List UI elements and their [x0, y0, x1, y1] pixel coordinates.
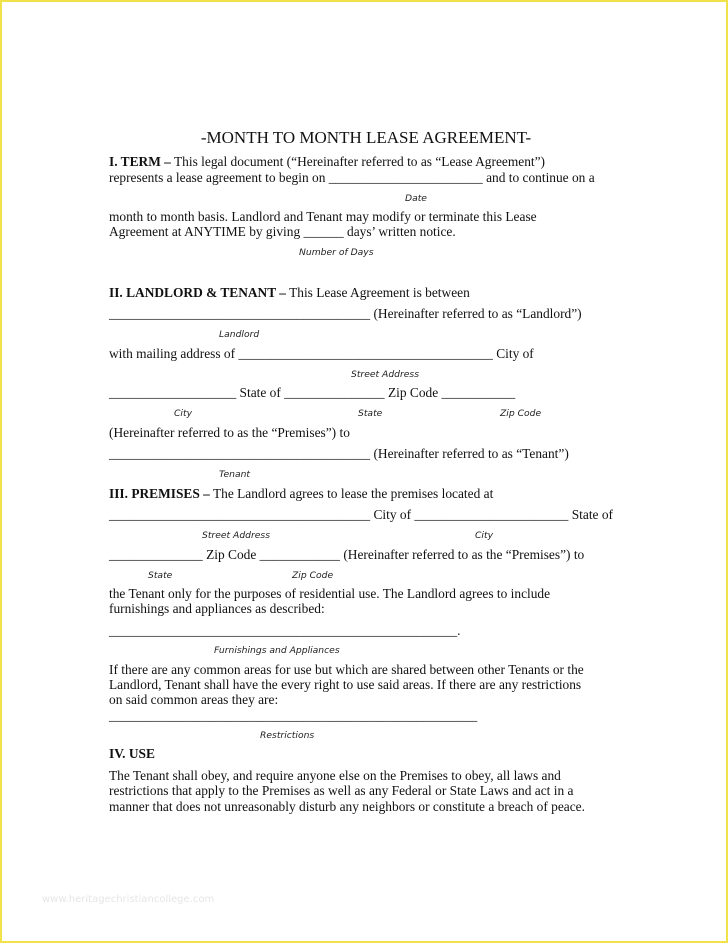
zip-code-label: Zip Code: [500, 408, 542, 419]
common-areas-line-3: on said common areas they are:: [109, 692, 279, 707]
tenant-name-line: _______________________________________ (Hereinafter referred to as “Tenant”): [109, 446, 569, 461]
city-label: City: [174, 408, 193, 419]
use-text-line-1: The Tenant shall obey, and require anyone else on the Premises to obey, all laws and: [109, 768, 561, 783]
term-line-1: I. TERM – This legal document (“Hereinafter referred to as “Lease Agreement”): [109, 154, 546, 169]
premises-city-label: City: [475, 530, 494, 541]
furnishings-line: ____________________________________________________.: [109, 623, 461, 638]
landlord-field-label: Landlord: [219, 329, 260, 340]
use-text-line-3: manner that does not unreasonably disturb any neighbors or constitute a breach of peace.: [109, 799, 585, 814]
term-line-2: represents a lease agreement to begin on _______________________ and to continue on a: [109, 170, 595, 185]
landlord-tenant-line: II. LANDLORD & TENANT – This Lease Agreement is between: [109, 285, 470, 300]
premises-zip-line: ______________ Zip Code ____________ (Hereinafter referred to as the “Premises”) to: [109, 547, 585, 562]
use-heading: IV. USE: [109, 746, 155, 761]
term-line-4: Agreement at ANYTIME by giving ______ days’ written notice.: [109, 224, 456, 239]
common-areas-line-2: Landlord, Tenant shall have the every right to use said areas. If there are any restrictions: [109, 677, 582, 692]
mailing-address-line: with mailing address of ______________________________________ City of: [109, 346, 534, 361]
term-line-3: month to month basis. Landlord and Tenant may modify or terminate this Lease: [109, 209, 537, 224]
premises-address-line: _______________________________________ City of _______________________ State of: [109, 507, 613, 522]
use-text-line-2: restrictions that apply to the Premises as well as any Federal or State Laws and act in a: [109, 783, 574, 798]
landlord-tenant-heading: II. LANDLORD & TENANT –: [109, 285, 286, 300]
premises-zip-label: Zip Code: [292, 570, 334, 581]
restrictions-label: Restrictions: [260, 730, 315, 741]
premises-use-line-2: furnishings and appliances as described:: [109, 601, 325, 616]
premises-heading: III. PREMISES –: [109, 486, 210, 501]
common-areas-line-1: If there are any common areas for use but which are shared between other Tenants or the: [109, 662, 584, 677]
restrictions-line: _______________________________________________________: [109, 708, 478, 723]
premises-use-line-1: the Tenant only for the purposes of residential use. The Landlord agrees to include: [109, 586, 551, 601]
city-state-zip-line: ___________________ State of _______________ Zip Code ___________: [109, 385, 516, 400]
furnishings-label: Furnishings and Appliances: [214, 645, 340, 656]
street-address-label: Street Address: [351, 369, 419, 380]
date-field-label: Date: [405, 193, 427, 204]
premises-state-label: State: [148, 570, 173, 581]
premises-intro-line: III. PREMISES – The Landlord agrees to lease the premises located at: [109, 486, 494, 501]
term-heading: I. TERM –: [109, 154, 171, 169]
tenant-field-label: Tenant: [219, 469, 251, 480]
premises-to-line: (Hereinafter referred to as the “Premises”) to: [109, 425, 350, 440]
premises-street-label: Street Address: [202, 530, 270, 541]
document-title: -MONTH TO MONTH LEASE AGREEMENT-: [200, 128, 532, 147]
days-field-label: Number of Days: [299, 247, 374, 258]
watermark-text: www.heritagechristiancollege.com: [42, 894, 215, 905]
landlord-name-line: _______________________________________ (Hereinafter referred to as “Landlord”): [109, 306, 582, 321]
state-label: State: [358, 408, 383, 419]
